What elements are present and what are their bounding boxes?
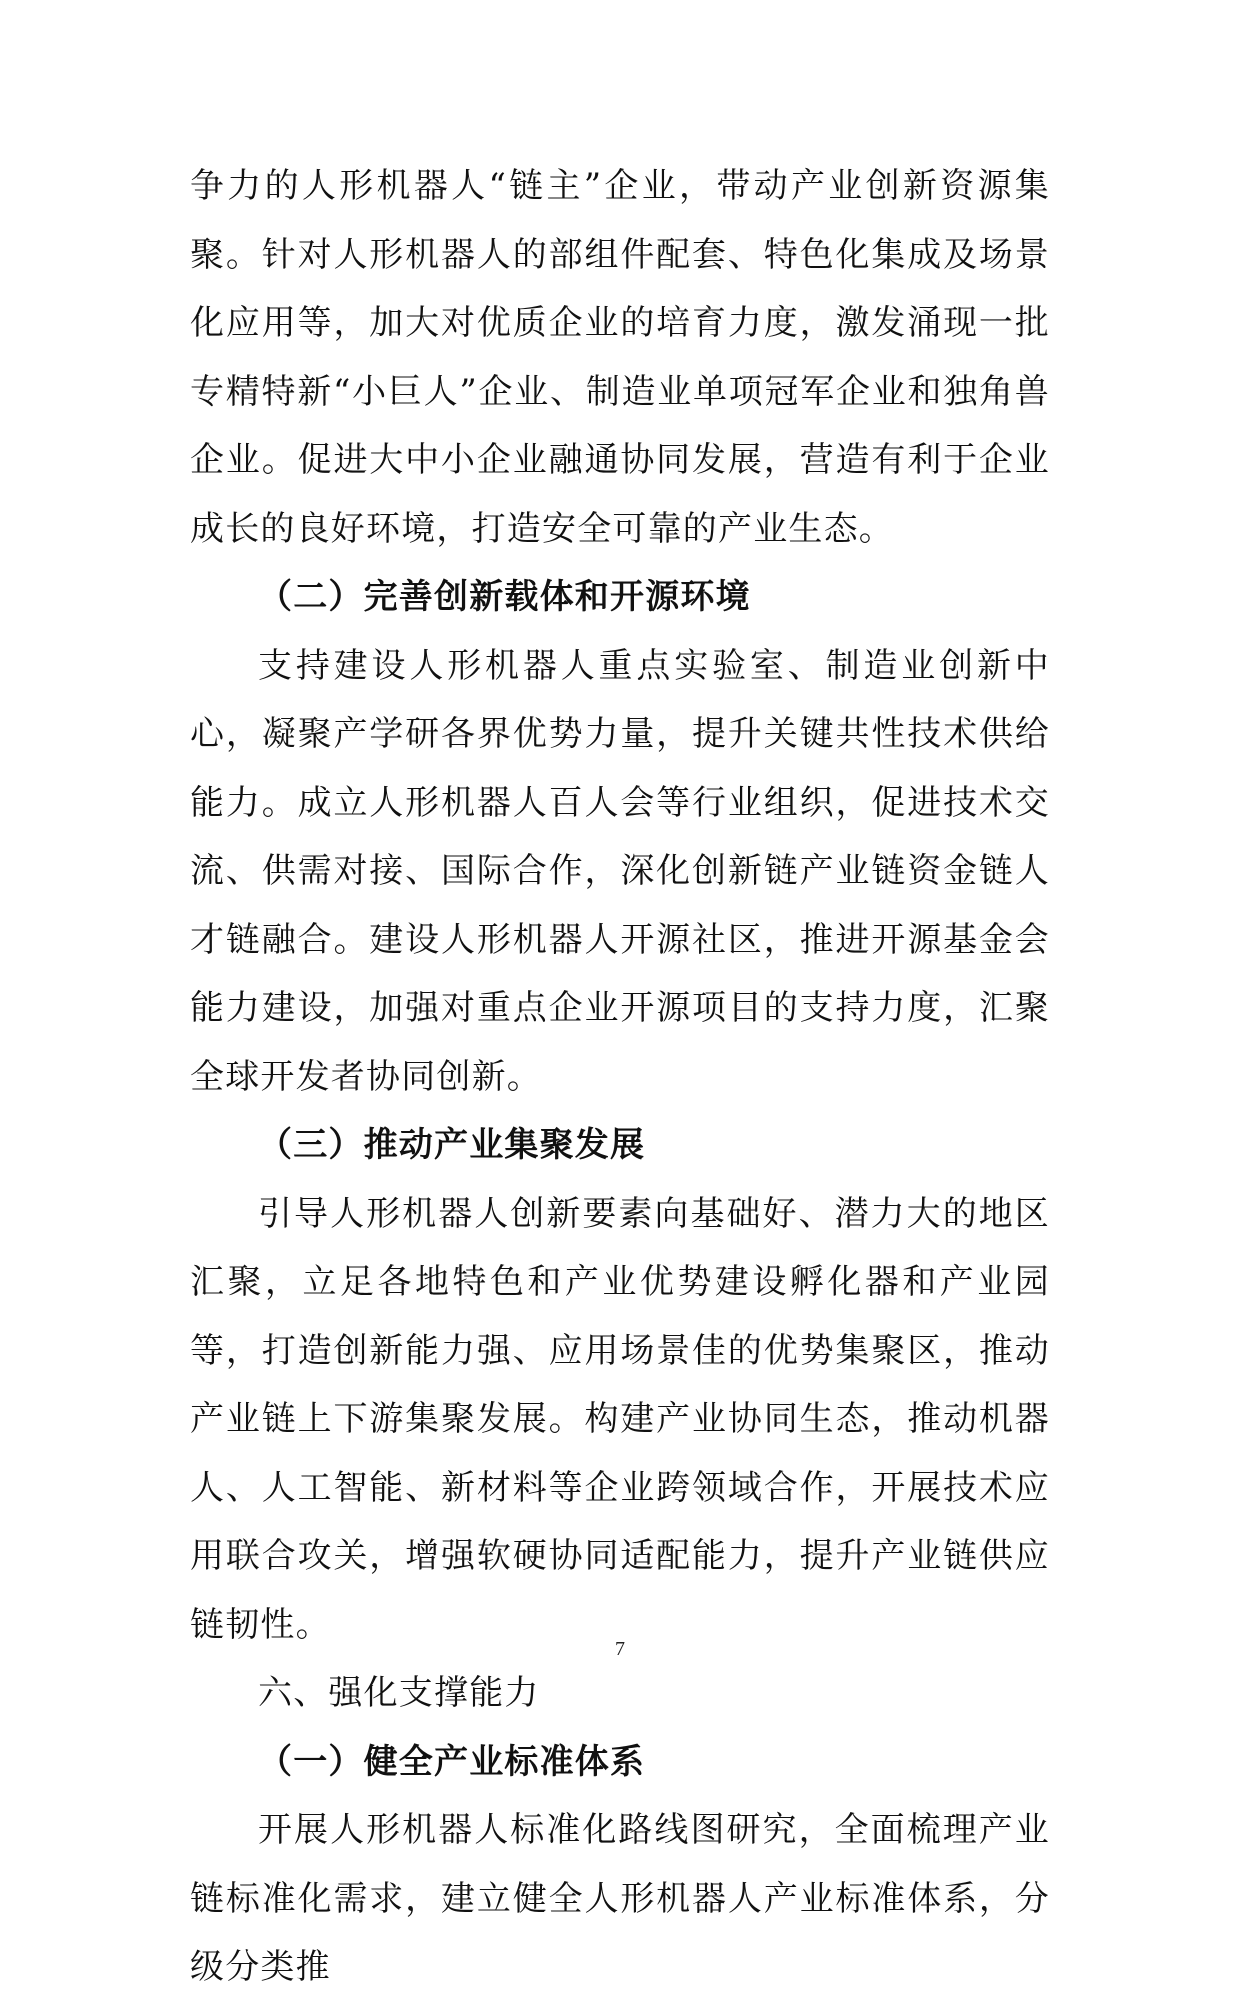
heading-innovation-carrier: （二）完善创新载体和开源环境 — [258, 577, 751, 617]
paragraph-innovation-carrier: 支持建设人形机器人重点实验室、制造业创新中心，凝聚产学研各界优势力量，提升关键共性技术供给能力。成立人形机器人百人会等行业组织，促进技术交流、供需对接、国际合作，深化创新链产业链资金链人才链融合。建设人形机器人开源社区，推进开源基金会能力建设，加强对重点企业开源项目的支持力度，汇聚全球开发者协同创新。 — [190, 645, 1050, 1097]
document-body — [190, 152, 1050, 2002]
heading-support-capability: 六、强化支撑能力 — [258, 1673, 540, 1713]
paragraph-industry-ecosystem: 争力的人形机器人“链主”企业，带动产业创新资源集聚。针对人形机器人的部组件配套、特色化集成及场景化应用等，加大对优质企业的培育力度，激发涌现一批专精特新“小巨人”企业、制造业单项冠军企业和独角兽企业。促进大中小企业融通协同发展，营造有利于企业成长的良好环境，打造安全可靠的产业生态。 — [190, 166, 1050, 549]
paragraph-standard-system: 开展人形机器人标准化路线图研究，全面梳理产业链标准化需求，建立健全人形机器人产业标准体系，分级分类推 — [190, 1810, 1050, 1987]
heading-standard-system: （一）健全产业标准体系 — [258, 1741, 646, 1782]
paragraph-industry-cluster: 引导人形机器人创新要素向基础好、潜力大的地区汇聚，立足各地特色和产业优势建设孵化器和产业园等，打造创新能力强、应用场景佳的优势集聚区，推动产业链上下游集聚发展。构建产业协同生态，推动机器人、人工智能、新材料等企业跨领域合作，开展技术应用联合攻关，增强软硬协同适配能力，提升产业链供应链韧性。 — [190, 1193, 1050, 1645]
page-number: 7 — [615, 1638, 625, 1660]
heading-industry-cluster: （三）推动产业集聚发展 — [258, 1125, 646, 1165]
